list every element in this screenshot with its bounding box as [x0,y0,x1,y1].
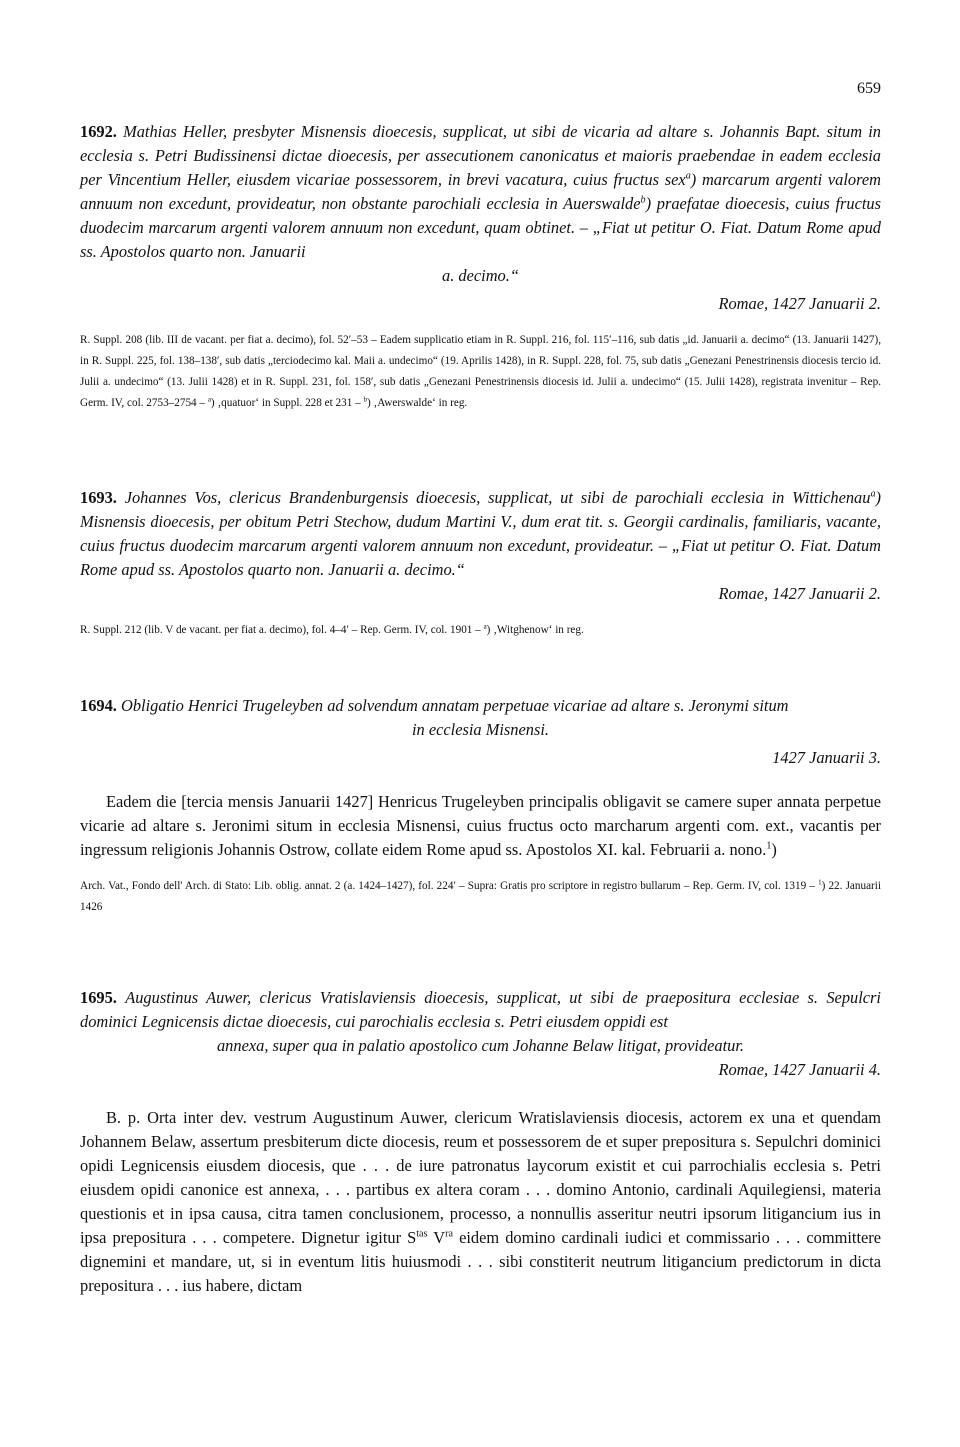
heading-centered-line: in ecclesia Misnensi. [411,720,549,739]
body-text: ) [771,840,777,859]
heading-text: Obligatio Henrici Trugeleyben ad solvendum annatam perpetuae vicariae ad altare s. Jeronymi situm [121,696,789,715]
note-text: ) 22. Januarii 1426 [80,880,881,913]
note-text: ) ‚Awerswalde‘ in reg. [366,397,468,409]
body-text: Eadem die [tercia mensis Januarii 1427] Henricus Trugeleyben principalis obligavit se camere super annata perpetue vicarie ad altare s. Jeronimi situm in ecclesia Misnensi, cuius fructus octo marcharum argenti com. ext., vacantis per ingressum religionis Johannis Ostrow, collate eidem Rome apud ss. Apostolos XI. kal. Februarii a. nono. [80,792,881,859]
source-note [80,620,881,641]
superscript: tas [416,1228,428,1240]
heading-text: ) Misnensis dioecesis, per obitum Petri Stechow, dudum Martini V., dum erat tit. s. Georgii cardinalis, familiaris, vacante, cuius fructus duodecim marcarum argenti valorem annuum non excedunt, provideatur. – „Fiat ut petitur O. Fiat. Datum Rome apud ss. Apostolos quarto non. Januarii a. decimo.“ [80,488,881,579]
superscript: ra [445,1228,454,1240]
entry-1692 [80,120,881,414]
footnote-ref: 1 [766,840,772,852]
entry-body [80,790,881,862]
note-text: ) ‚quatuor‘ in Suppl. 228 et 231 – [210,397,361,409]
body-text: V [427,1228,446,1247]
footnote-ref: a [207,395,211,404]
entry-date: Romae, 1427 Januarii 2. [718,584,881,603]
source-note [80,330,881,414]
footnote-ref: b [640,194,646,206]
entry-date: Romae, 1427 Januarii 2. [718,294,881,313]
entry-heading [80,120,881,264]
body-text: B. p. Orta inter dev. vestrum Augustinum Auwer, clericum Wratislaviensis diocesis, actorem ex una et quendam Johannem Belaw, assertum presbiterum dicte diocesis, reum et possessorem de et super prepositura s. Sepulchri dominici opidi Legnicensis eiusdem diocesis, que . . . de iure patronatus laycorum existit et cui parrochialis ecclesia s. Petri eiusdem opidi canonice est annexa, . . . partibus ex altera coram . . . domino Antonio, cardinali Aquilegiensi, materia questionis et in ipsa causa, citra tamen conclusionem, processo, a nonnullis asseritur neutri ipsorum litigancium ius in ipsa prepositura . . . competere. Dignetur igitur S [80,1108,881,1247]
heading-centered-line: a. decimo.“ [442,266,519,285]
heading-text: Augustinus Auwer, clericus Vratislaviensis dioecesis, supplicat, ut sibi de praepositura ecclesiae s. Sepulcri dominici Legnicensis dictae dioecesis, cui parochialis ecclesia s. Petri eiusdem oppidi est [80,988,881,1031]
note-text: R. Suppl. 212 (lib. V de vacant. per fiat a. decimo), fol. 4–4′ – Rep. Germ. IV, col. 1901 – [80,624,481,636]
entry-body [80,1106,881,1298]
entry-heading [80,986,881,1034]
heading-text: ) praefatae dioecesis, cuius fructus duodecim marcarum argenti valorem annuum non excedunt, quam obtinet. – „Fiat ut petitur O. Fiat. Datum Rome apud ss. Apostolos quarto non. Januarii [80,194,881,261]
entry-date: 1427 Januarii 3. [772,748,881,767]
entry-number: 1692. [80,122,117,141]
document-page [80,0,881,1447]
entry-1694 [80,694,881,918]
heading-text: ) marcarum argenti valorem annuum non excedunt, provideatur, non obstante parochiali ecclesia in Auerswalde [80,170,881,213]
note-text: R. Suppl. 208 (lib. III de vacant. per fiat a. decimo), fol. 52′–53 – Eadem supplicatio etiam in R. Suppl. 216, fol. 115′–116, sub datis „id. Januarii a. decimo“ (13. Januarii 1427), in R. Suppl. 225, fol. 138–138′, sub datis „terciodecimo kal. Maii a. undecimo“ (19. Aprilis 1428), in R. Suppl. 228, fol. 75, sub datis „Genezani Penestrinensis diocesis tercio id. Julii a. undecimo“ (13. Julii 1428) et in R. Suppl. 231, fol. 158′, sub datis „Genezani Penestrinensis diocesis id. Julii a. undecimo“ (15. Julii 1428), registrata invenitur – Rep. Germ. IV, col. 2753–2754 – [80,334,881,409]
footnote-ref: a [685,170,691,182]
entry-heading [80,486,881,582]
entry-date: Romae, 1427 Januarii 4. [718,1060,881,1079]
heading-centered-line: annexa, super qua in palatio apostolico cum Johanne Belaw litigat, provideatur. [216,1036,745,1055]
footnote-ref: a [870,488,876,500]
footnote-ref: 1 [818,878,822,887]
page-number: 659 [857,80,881,97]
heading-text: Johannes Vos, clericus Brandenburgensis dioecesis, supplicat, ut sibi de parochiali ecclesia in Wittichenau [124,488,871,507]
footnote-ref: b [363,395,367,404]
entry-number: 1695. [80,988,117,1007]
note-text: ) ‚Witghenow‘ in reg. [486,624,584,636]
footnote-ref: a [483,622,487,631]
heading-text: Mathias Heller, presbyter Misnensis dioecesis, supplicat, ut sibi de vicaria ad altare s. Johannis Bapt. situm in ecclesia s. Petri Budissinensi dictae dioecesis, per assecutionem canonicatus et maioris praebendae in eadem ecclesia per Vincentium Heller, eiusdem vicariae possessorem, in brevi vacatura, cuius fructus sex [80,122,881,189]
entry-1693 [80,486,881,641]
entry-1695 [80,986,881,1298]
body-text: eidem domino cardinali iudici et commissario . . . committere dignemini et mandare, ut, si in eventum litis huiusmodi . . . sibi constiterit neutrum litigancium predictorum in dicta prepositura . . . ius habere, dictam [80,1228,882,1295]
entry-number: 1694. [80,696,117,715]
note-text: Arch. Vat., Fondo dell' Arch. di Stato: Lib. oblig. annat. 2 (a. 1424–1427), fol. 224′ – Supra: Gratis pro scriptore in registro bullarum – Rep. Germ. IV, col. 1319 – [80,880,815,892]
entry-heading [80,694,881,718]
entry-number: 1693. [80,488,117,507]
source-note [80,876,881,918]
